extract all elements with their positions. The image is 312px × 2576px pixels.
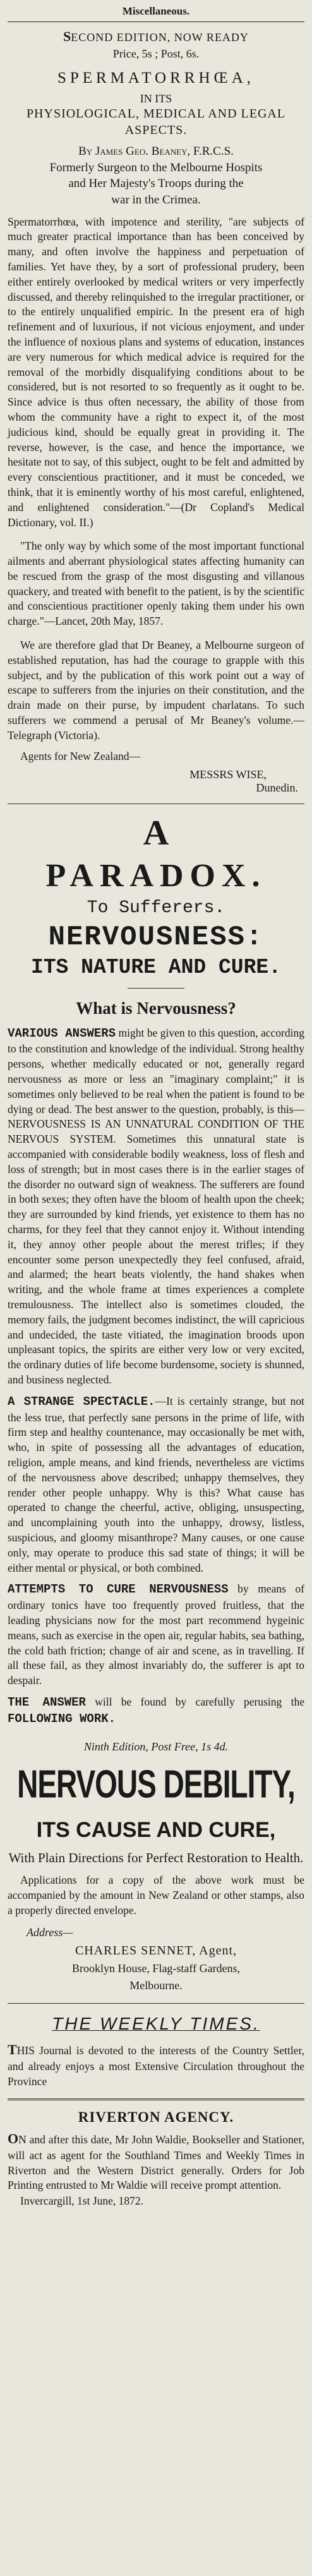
ad-nervousness — [8, 813, 304, 1995]
heading-what-is: What is Nervousness? — [76, 998, 236, 1018]
text-answer: will be found by carefully perusing the — [85, 1695, 304, 1709]
heading-paradox: PARADOX. — [45, 857, 267, 894]
short-rule — [128, 988, 184, 989]
riverton-body: N and after this date, Mr John Waldie, Bookseller and Stationer, will act as agent for the Southland Times and Weekly Times in Riverton and the Western District generally. Orders for Job Printing entrusted to Mr Waldie will receive prompt attention. — [8, 2133, 304, 2192]
divider — [8, 2003, 304, 2004]
weekly-text — [8, 2040, 304, 2090]
riverton-text — [8, 2129, 304, 2193]
heading-to-sufferers: To Sufferers. — [87, 898, 225, 918]
agent-city: Dunedin. — [256, 781, 298, 794]
nd-wrap — [8, 1761, 304, 1806]
text-strange-spectacle: —It is certainly strange, but not the less true, that perfectly sane persons in the prime of life, with firm step and healthy countenance, may occasionally be met with, who, in spite of possessing all the advantages of education, religion, ample means, and kind friends, nevertheless are victims of the nervousness above described; unhappy themselves, they render other people unhappy. Why is this? What cause has operated to change the cheerful, active, obliging, unsuspecting, and uncomplaining youth into the unhappy, drowsy, listless, suspicious, and gloomy misanthrope? Many causes, or one cause only, may operate to produce this sad state of things; it will be either mental or physical, or both combined. — [8, 1394, 304, 1574]
byline — [8, 143, 304, 208]
page-header: Miscellaneous. — [8, 5, 304, 22]
byline-2: Formerly Surgeon to the Melbourne Hospits — [49, 160, 263, 174]
byline-author: By James Geo. Beaney, F.R.C.S. — [78, 145, 234, 158]
section-strange-spectacle — [8, 1394, 304, 1576]
subtitle-1: PHYSIOLOGICAL, MEDICAL AND LEGAL — [26, 107, 286, 121]
divider — [8, 2098, 304, 2100]
lead-attempts: ATTEMPTS TO CURE NERVOUSNESS — [8, 1582, 229, 1597]
edition-price: Ninth Edition, Post Free, 1s 4d. — [83, 1740, 229, 1753]
section-various-answers — [8, 1026, 304, 1388]
ad-weekly-times — [8, 2014, 304, 2090]
drop-cap: S — [63, 28, 71, 44]
agents-label: Agents for New Zealand— — [20, 749, 141, 762]
heading-nature-cure: ITS NATURE AND CURE. — [30, 955, 282, 979]
text-attempts: by means of ordinary tonics have too frequently proved fruitless, that the leading physicians now for the most part recommend hygeinic means, such as exercise in the open air, regular habits, sea bathing, the cold bath friction; change of air and scene, as in travelling. If all these fail, as they almost invariably do, the sufferer is apt to despair. — [8, 1582, 304, 1687]
ad-spermatorrhoea — [8, 28, 304, 795]
divider — [8, 803, 304, 804]
section-answer — [8, 1695, 304, 1728]
ad-body: Spermatorrhœa, with impotence and sterility, "are subjects of much greater practical importance than has been conceived by many, and often involve the happiness and perpetuation of families. Yet have they, by a sort of professional prudery, been either entirely overlooked by medical writers or very imperfectly discussed, and thereby relinquished to the irregular practitioner, or to the entirely unqualified empiric. In the present era of high refinement and of luxurious, if not vicious enjoyment, and under the influence of noxious plans and systems of education, instances are very numerous for which medical advice is required for the removal of the morbidly disqualifying conditions about to be considered, but is not resorted to so frequently as it ought to be. Since advice is thus often necessary, the ability of those from whom the community have a right to expect it, of the most judicious kind, should be equally great in providing it. The reverse, however, is the case, and hence the importance, we hesitate not to say, of this subject, ought to be felt and admitted by every conscientious practitioner, and it must be conceded, we think, that it is eminently worthy of his most careful, enlightened, and enlightened consideration."—(Dr Copland's Medical Dictionary, vol. II.) — [8, 215, 304, 529]
heading-nervousness: NERVOUSNESS: — [48, 921, 264, 953]
address-block — [8, 1924, 304, 1994]
subtitle-2: ASPECTS. — [124, 123, 188, 137]
agent-name: MESSRS WISE, — [189, 767, 267, 781]
address-name: CHARLES SENNET, Agent, — [75, 1944, 237, 1958]
drop-cap: O — [8, 2130, 19, 2146]
lead-various-answers: VARIOUS ANSWERS — [8, 1026, 116, 1040]
following-work: FOLLOWING WORK. — [8, 1711, 116, 1726]
heading-a: A — [143, 813, 169, 853]
applications: Applications for a copy of the above work must be accompanied by the amount in New Zealand or other stamps, also a properly directed envelope. — [8, 1874, 304, 1917]
edition-text: ECOND EDITION, NOW READY — [71, 31, 249, 44]
edition-line — [8, 28, 304, 45]
section-attempts — [8, 1582, 304, 1688]
address-city: Melbourne. — [129, 1979, 183, 1992]
telegraph-paragraph: We are therefore glad that Dr Beaney, a Melbourne surgeon of established reputation, has had the courage to grapple with this subject, and by the publication of this work point out a way of escape to sufferers from the injuries on their constitution, and the drain made on their purse, by impudent charlatans. To such sufferers we commend a perusal of Mr Beaney's volume.—Telegraph (Victoria). — [8, 639, 304, 742]
lancet-quote: "The only way by which some of the most important functional ailments and aberrant physiological states affecting humanity can be rescued from the grasp of the most disgusting and villanous quackery, and treated with benefit to the patient, is by the scientific and conscientious practitioner openly taking them under his own charge."—Lancet, 20th May, 1857. — [8, 539, 304, 628]
in-its: IN ITS — [140, 92, 172, 105]
ad-title: SPERMATORRHŒA, — [57, 69, 255, 87]
weekly-body: HIS Journal is devoted to the interests of the Country Settler, and already enjoys a most Extensive Circulation throughout the Province — [8, 2044, 304, 2088]
heading-weekly-times: THE WEEKLY TIMES. — [52, 2014, 260, 2034]
byline-4: war in the Crimea. — [111, 193, 201, 207]
heading-cause-cure: ITS CAUSE AND CURE, — [36, 1817, 276, 1842]
byline-3: and Her Majesty's Troops during the — [68, 177, 244, 191]
heading-riverton: RIVERTON AGENCY. — [78, 2109, 234, 2125]
text-various-answers: might be given to this question, according to the constitution and knowledge of the individual. Strong healthy persons, whether medically educated or not, generally regard nervousness as more or less an "imaginary complaint;" it is sometimes only believed to be real when the patient is found to be dying or dead. The best answer to the question, probably, is this—NERVOUSNESS IS AN UNNATURAL CONDITION OF THE NERVOUS SYSTEM. Sometimes this unnatural state is accompanied with considerable bodily weakness, loss of flesh and loss of strength; but in most cases there is in the earlier stages of the disorder no outward sign of weakness. The sufferers are found in both sexes; they often have the bloom of health upon the cheek; they are surrounded by kind friends, yet existence to them has no charms, for they feel that they cannot enjoy it. Without intending it, they annoy other people about the merest trifles; if they encounter some person unexpectedly they feel confused, afraid, and alarmed; the heart beats violently, the hand shakes when writing, and the whole frame at times experiences a complete tremulousness. The intellect also is sometimes clouded, the memory fails, the judgment becomes indistinct, the will capricious and undecided, the taste vitiated, the imagination broods upon unpleasant topics, the spirits are either very low or very excited, the ordinary duties of life become burdensome, society is shunned, and business neglected. — [8, 1026, 304, 1387]
lead-strange-spectacle: A STRANGE SPECTACLE. — [8, 1394, 155, 1409]
address-street: Brooklyn House, Flag-staff Gardens, — [71, 1962, 241, 1975]
lead-answer: THE ANSWER — [8, 1695, 86, 1710]
ad-riverton-agency — [8, 2109, 304, 2208]
plain-directions: With Plain Directions for Perfect Restoration to Health. — [8, 1850, 304, 1865]
drop-cap: T — [8, 2042, 17, 2058]
newspaper-page — [8, 0, 304, 2208]
heading-nervous-debility: NERVOUS DEBILITY, — [17, 1761, 295, 1806]
price-line: Price, 5s ; Post, 6s. — [112, 47, 200, 60]
dateline: Invercargill, 1st June, 1872. — [20, 2194, 144, 2208]
address-label: Address— — [27, 1926, 73, 1939]
